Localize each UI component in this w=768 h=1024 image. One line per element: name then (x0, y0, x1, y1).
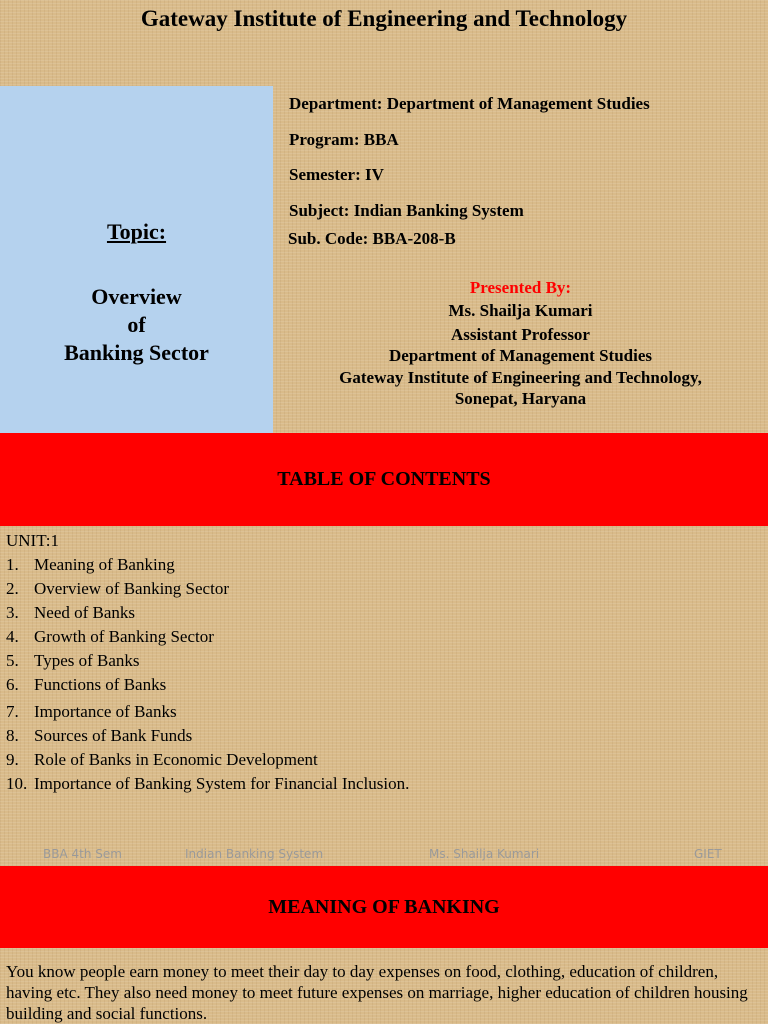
toc-unit: UNIT:1 (6, 531, 59, 550)
department-info: Department: Department of Management Studies (289, 94, 650, 113)
toc-item: 5. Types of Banks (6, 651, 140, 670)
toc-heading-band (0, 433, 768, 526)
footer-author: Ms. Shailja Kumari (429, 847, 540, 861)
toc-item: 3. Need of Banks (6, 603, 136, 622)
toc-heading: TABLE OF CONTENTS (277, 468, 491, 490)
toc-list (6, 529, 409, 796)
presented-by-label: Presented By: (469, 278, 572, 297)
presenter-department: Department of Management Studies (389, 346, 652, 365)
toc-item: 4. Growth of Banking Sector (6, 627, 214, 646)
toc-item: 9. Role of Banks in Economic Development (6, 750, 318, 769)
footer-institute: GIET (694, 847, 722, 861)
subject-info: Subject: Indian Banking System (289, 201, 524, 220)
presenter-designation: Assistant Professor (451, 325, 590, 344)
topic-line-3: Banking Sector (64, 340, 209, 365)
topic-line-2: of (127, 312, 146, 337)
footer-course: BBA 4th Sem (43, 847, 122, 861)
topic-label: Topic: (106, 219, 167, 244)
topic-line-1: Overview (91, 284, 182, 309)
toc-item: 10. Importance of Banking System for Financial Inclusion. (6, 774, 410, 793)
meaning-heading-band (0, 866, 768, 948)
footer-subject: Indian Banking System (185, 847, 324, 861)
meaning-heading: MEANING OF BANKING (268, 895, 500, 918)
topic-panel (0, 86, 273, 433)
toc-item: 6. Functions of Banks (6, 675, 167, 694)
presenter-institute: Gateway Institute of Engineering and Technology, (339, 368, 702, 387)
topic-panel-top-spacer (0, 0, 273, 86)
institute-title: Gateway Institute of Engineering and Technology (140, 6, 628, 31)
program-info: Program: BBA (289, 130, 399, 149)
semester-info: Semester: IV (289, 165, 384, 184)
meaning-paragraph: You know people earn money to meet their day to day expenses on food, clothing, education of children, having etc. They also need money to meet future expenses on marriage, higher education of children housing building and social functions. (6, 962, 748, 1023)
toc-item: 1. Meaning of Banking (6, 555, 175, 574)
toc-item: 2. Overview of Banking Sector (6, 579, 229, 598)
presenter-location: Sonepat, Haryana (454, 389, 587, 408)
sub-code-info: Sub. Code: BBA-208-B (288, 229, 456, 248)
presenter-name: Ms. Shailja Kumari (448, 301, 593, 320)
toc-item: 7. Importance of Banks (6, 702, 177, 721)
toc-item: 8. Sources of Bank Funds (6, 726, 193, 745)
